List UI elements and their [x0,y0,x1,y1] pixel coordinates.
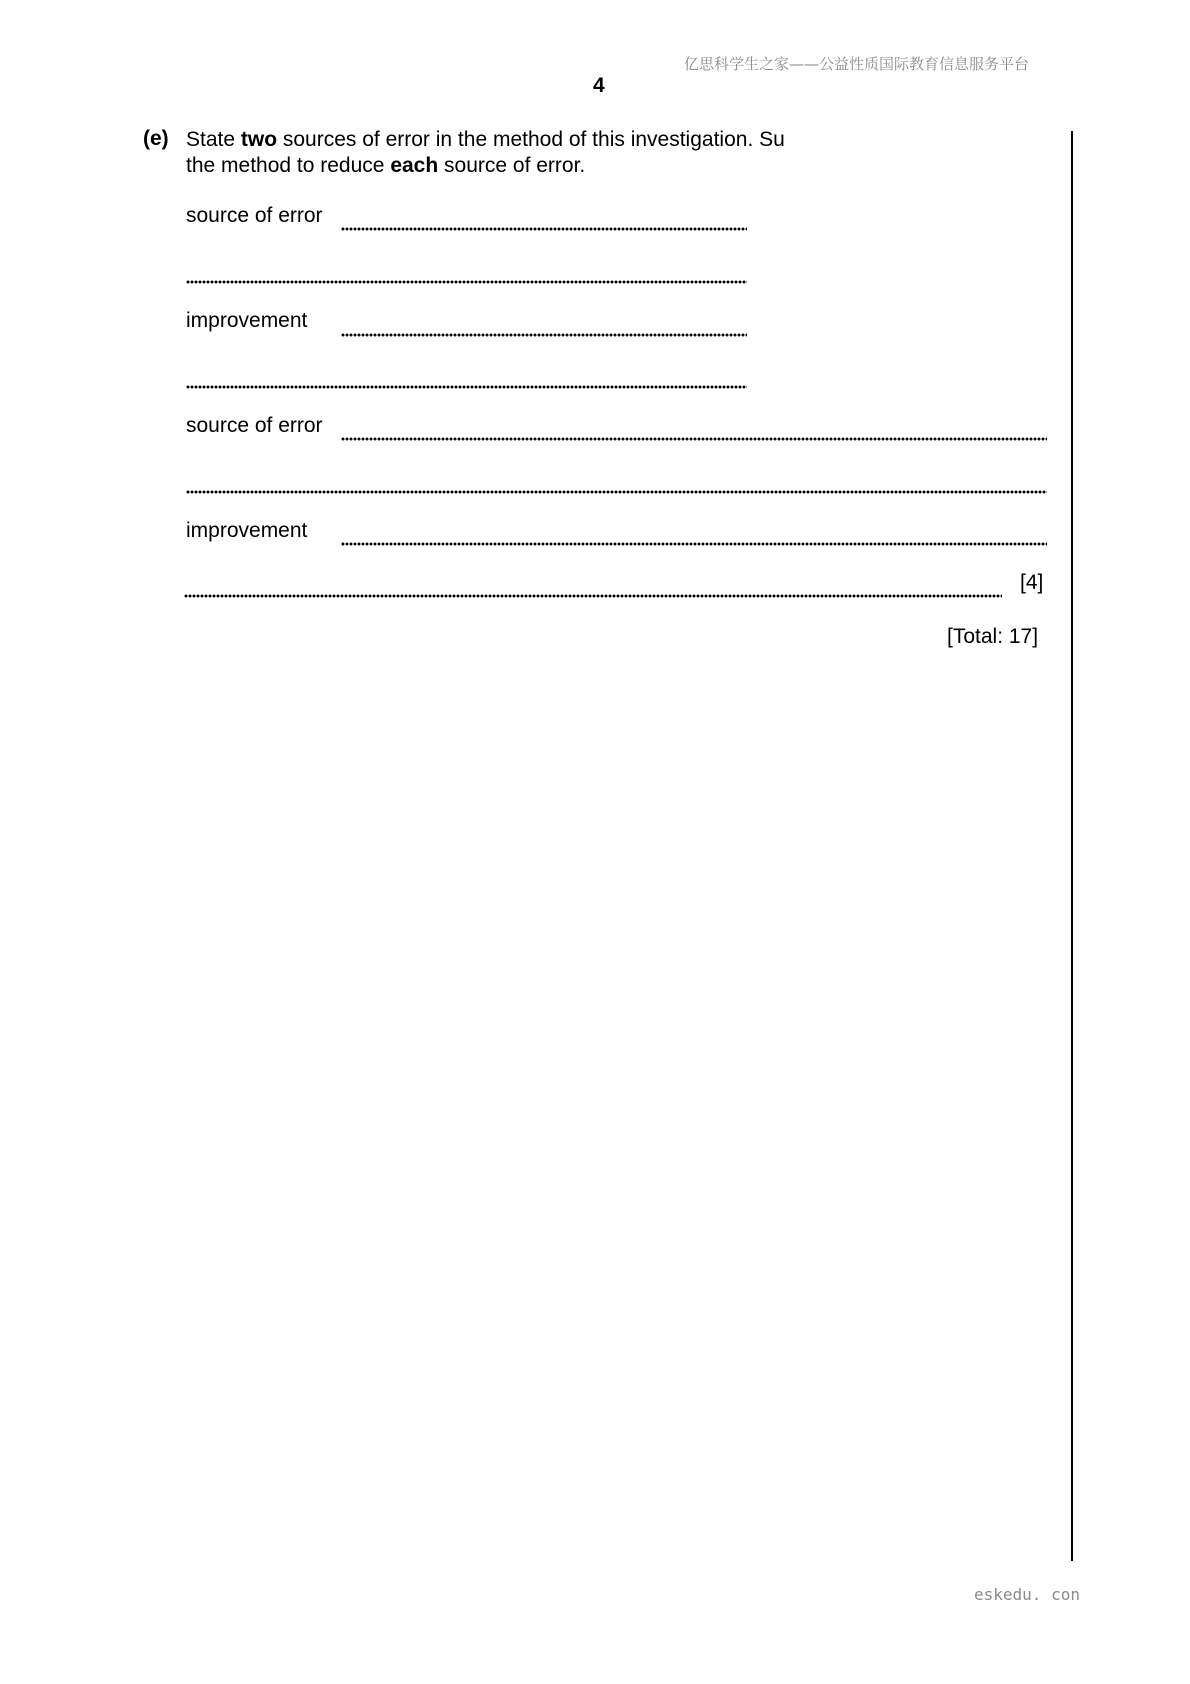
page-number: 4 [593,74,605,97]
header-watermark: 亿思科学生之家——公益性质国际教育信息服务平台 [684,55,1030,73]
footer-site: eskedu. con [974,1585,1080,1604]
answer-line-4a[interactable] [341,542,1047,546]
answer-line-3b[interactable] [186,490,1047,494]
stem-bold-each: each [390,154,439,177]
question-stem [186,127,785,179]
margin-rule [1071,131,1073,1561]
answer-label-source-1: source of error [186,204,323,227]
marks-allocation: [4] [1020,571,1044,594]
stem-bold-two: two [240,128,278,151]
total-marks: [Total: 17] [947,625,1039,648]
answer-line-2b[interactable] [186,385,747,389]
stem-text-2: sources of error in the method of this investigation. Su [277,128,785,151]
answer-line-1b[interactable] [186,280,747,284]
stem-text-3: the method to reduce [186,154,391,177]
answer-label-improvement-2: improvement [186,519,308,542]
question-label: (e) [143,127,169,150]
answer-line-3a[interactable] [341,437,1047,441]
answer-line-2a[interactable] [341,333,747,337]
answer-line-1a[interactable] [341,227,747,231]
answer-label-source-2: source of error [186,414,323,437]
stem-text-1: State [186,128,241,151]
stem-text-4: source of error. [438,154,586,177]
answer-label-improvement-1: improvement [186,309,308,332]
answer-line-4b[interactable] [184,594,1002,598]
